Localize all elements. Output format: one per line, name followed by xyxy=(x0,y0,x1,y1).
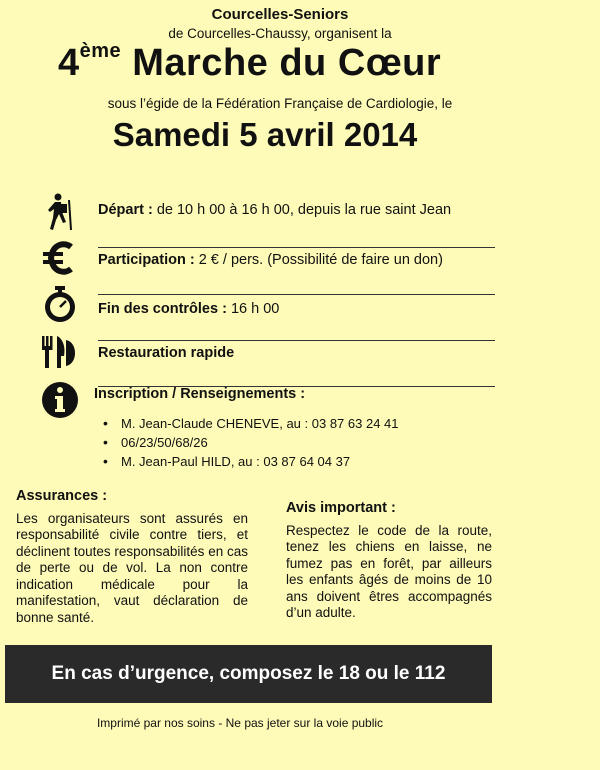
inscription-label: Inscription / Renseignements : xyxy=(94,386,306,402)
euro-icon xyxy=(40,238,80,278)
fork-knife-icon xyxy=(40,332,80,372)
participation-row xyxy=(40,238,495,280)
info-icon xyxy=(40,380,80,420)
event-date: Samedi 5 avril 2014 xyxy=(112,116,418,153)
restauration-label: Restauration rapide xyxy=(98,345,235,361)
controles-text xyxy=(98,301,279,317)
emergency-text: En cas d’urgence, composez le 18 ou le 112 xyxy=(51,663,446,684)
restauration-text xyxy=(98,345,234,361)
assurances-section xyxy=(16,488,248,626)
participation-label: Participation : xyxy=(98,252,195,268)
event-title xyxy=(58,42,441,85)
organizer-name: Courcelles-Seniors xyxy=(211,6,349,23)
controles-value: 16 h 00 xyxy=(226,301,280,317)
assurances-text: Les organisateurs sont assurés en responsabilité civile contre tiers, et déclinent toutes responsabilités en cas de perte ou de vol. La non contre indication médicale pour la manifestation, vaut déclaration de bonne santé. xyxy=(16,510,248,625)
depart-value: de 10 h 00 à 16 h 00, depuis la rue saint Jean xyxy=(152,202,452,218)
restauration-row xyxy=(40,332,495,374)
organizer-subtitle: de Courcelles-Chaussy, organisent la xyxy=(168,26,392,41)
contact-item: • M. Jean-Paul HILD, au : 03 87 64 04 37 xyxy=(103,452,399,471)
contact-list xyxy=(103,414,399,471)
stopwatch-icon xyxy=(40,285,80,325)
title-number: 4 xyxy=(58,42,80,84)
inscription-text xyxy=(94,386,305,402)
sponsor-line: sous l’égide de la Fédération Française de Cardiologie, le xyxy=(107,96,453,111)
avis-section xyxy=(286,500,492,622)
title-text: Marche du Cœur xyxy=(132,42,442,84)
contact-item: • M. Jean-Claude CHENEVE, au : 03 87 63 24 41 xyxy=(103,414,399,433)
participation-value: 2 € / pers. (Possibilité de faire un don) xyxy=(194,252,443,268)
hiker-icon xyxy=(40,192,80,232)
emergency-banner xyxy=(5,645,492,703)
footer-note: Imprimé par nos soins - Ne pas jeter sur la voie public xyxy=(96,716,384,730)
controles-row xyxy=(40,285,495,327)
title-ordinal: ème xyxy=(79,40,122,62)
participation-text xyxy=(98,252,443,268)
depart-row xyxy=(40,192,495,234)
assurances-title: Assurances : xyxy=(16,488,108,504)
avis-title: Avis important : xyxy=(286,500,396,516)
avis-text: Respectez le code de la route, tenez les chiens en laisse, ne fumez pas en forêt, par ailleurs les enfants âgés de moins de 10 ans doivent êtres accompagnés d’un adulte. xyxy=(286,522,492,620)
depart-text xyxy=(98,202,451,218)
controles-label: Fin des contrôles : xyxy=(98,301,227,317)
contact-item: • 06/23/50/68/26 xyxy=(103,433,399,452)
depart-label: Départ : xyxy=(98,202,153,218)
